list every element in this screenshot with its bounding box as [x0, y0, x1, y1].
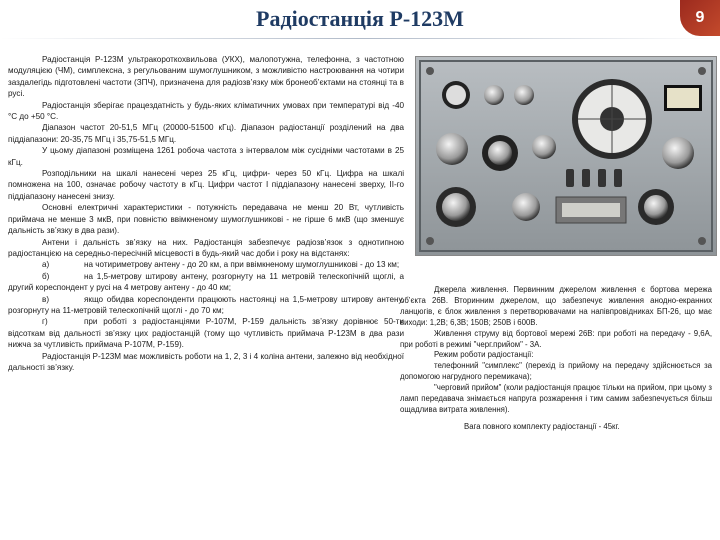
title-divider — [0, 38, 720, 39]
page-number-badge: 9 — [680, 0, 720, 36]
paragraph: Живлення струму від бортової мережі 26В: при роботі на передачу - 9,6А, при роботі в режимі "черг.прийом" - 3А. — [400, 328, 712, 349]
paragraph: телефонний "симплекс" (перехід із прийому на передачу здійснюється за допомогою нагрудного перемикача); — [400, 361, 712, 382]
list-item — [8, 259, 404, 270]
list-item-label: г) — [42, 317, 48, 327]
list-item-label: в) — [42, 294, 50, 304]
list-item — [8, 294, 404, 317]
list-item-text: на чотириметрову антену - до 20 км, а при ввімкненому шумоглушникові - до 13 км; — [84, 260, 400, 270]
paragraph: Джерела живлення. Первинним джерелом живлення є бортова мережа об’єкта 26В. Вторинним джерелом, що забезпечує живлення анодно-екранних ланцюгів, є блок живлення з перетворювачами на напівпровідниках БП-26, що має виходи: 1,2В; 6,3В; 150В; 250В і 600В. — [400, 285, 712, 327]
list-item-label: б) — [42, 271, 50, 281]
page-title: Радіостанція Р-123М — [256, 6, 464, 31]
paragraph: Режим роботи радіостанції: — [434, 350, 534, 360]
list-item-text: якщо обидва кореспонденти працюють настоянці на 1,5-метрову штирову антену, розгорнуту на 11-метровій телескопічній щоглі - до 70 км; — [8, 294, 404, 315]
paragraph: "черговий прийом" (коли радіостанція працює тільки на прийом, при цьому з ламп передавача знімається напруга розжарення і тим самим забезпечується більш ощадлива витрата живлення). — [400, 383, 712, 414]
list-item — [8, 271, 404, 294]
list-item-text: при роботі з радіостанціями Р-107М, Р-159 дальність зв’язку дорівнює 50-ти відсоткам від дальності зв’язку цих радіостанцій (тому що чутливість приймача Р-123М в два рази нижча за чутливість приймача Р-107М, Р-159). — [8, 317, 404, 350]
radio-front-panel-illustration — [416, 57, 716, 255]
side-text-column — [400, 285, 712, 475]
paragraph: У цьому діапазоні розміщена 1261 робоча частота з інтервалом між сусідніми частотами в 25 кГц. — [8, 146, 404, 167]
paragraph: Основні електричні характеристики - потужність передавача не менш 20 Вт, чутливість приймача не менше 3 мкВ, при повністю ввімкненому шумоглушникові - не гірше 6 мкВ (що зменшує дальність зв’язку в два рази). — [8, 203, 404, 236]
list-item-text: на 1,5-метрову штирову антену, розгорнуту на 11 метровій телескопічній щоглі, а другий кореспондент у русі на 4 метрову антену - до 40 км; — [8, 271, 404, 293]
list-item — [8, 316, 404, 350]
radio-station-photo — [415, 56, 717, 256]
list-item-label: а) — [42, 260, 50, 270]
main-text-column — [8, 54, 404, 456]
paragraph: Розподільники на шкалі нанесені через 25 кГц, цифри- через 50 кГц. Цифра на шкалі помножена на 100, означає робочу частоту в кГц. Цифри частот І піддіапазону нанесені зверху, ІІ-го піддіапазону нанесені знизу. — [8, 169, 404, 201]
paragraph: Діапазон частот 20-51,5 МГц (20000-51500 кГц). Діапазон радіостанції розділений на два піддіапазони: 20-35,75 МГц і 35,75-51,5 МГц. — [8, 123, 404, 144]
paragraph: Радіостанція Р-123М ультракороткохвильова (УКХ), малопотужна, телефонна, з частотною модуляцією (ЧМ), симплексна, з регульованим шумоглушником, з можливістю настроювання на чотири заздалегідь підготовлені частоти (ЗПЧ), призначена для радіозв’язку між бронеоб’єктами на стоянці та в русі. — [8, 55, 404, 99]
paragraph: Радіостанція зберігає працездатність у будь-яких кліматичних умовах при температурі від -40 °С до +50 °С. — [8, 100, 404, 122]
paragraph: Радіостанція Р-123М має можливість роботи на 1, 2, 3 і 4 коліна антени, залежно від необхідної дальності зв’язку. — [8, 351, 404, 372]
paragraph: Антени і дальність зв’язку на них. Радіостанція забезпечує радіозв’язок з однотипною радіостанцією на середньо-пересічній місцевості в будь-який час доби і року на відстанях: — [8, 237, 404, 258]
paragraph: Вага повного комплекту радіостанції - 45кг. — [464, 421, 620, 431]
